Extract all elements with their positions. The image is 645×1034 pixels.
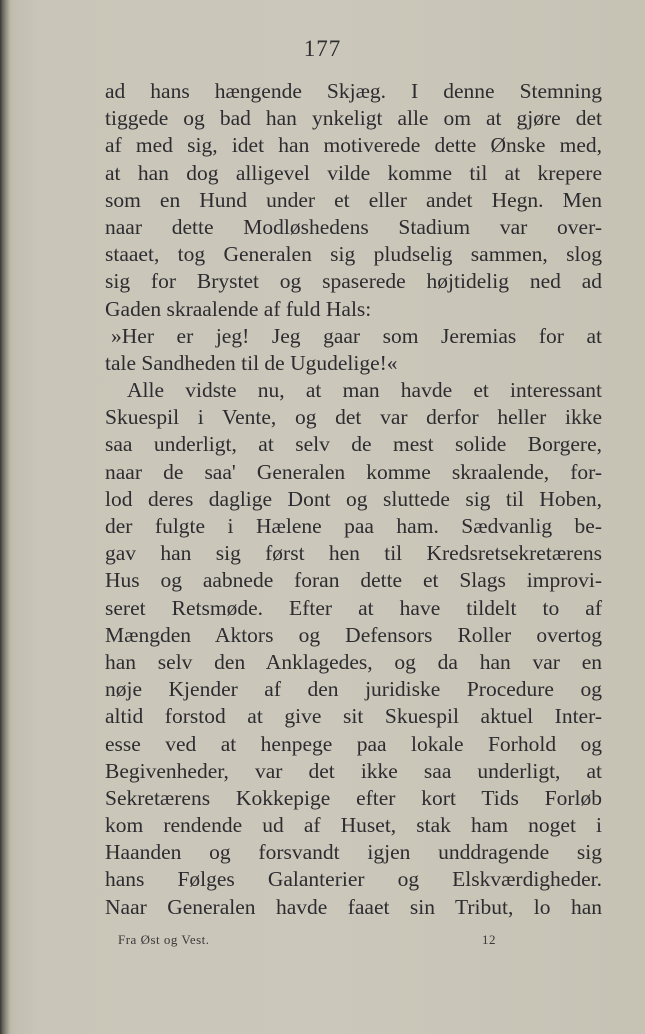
text-line: Naar Generalen havde faaet sin Tribut, lo han: [105, 894, 602, 919]
body-text: [105, 78, 602, 921]
text-line: sig for Brystet og spaserede højtidelig ned ad: [105, 269, 602, 294]
footer-sheet-number: 12: [482, 932, 496, 947]
text-line: tiggede og bad han ynkeligt alle om at gjøre det: [105, 106, 602, 131]
text-line: han selv den Anklagedes, og da han var en: [105, 649, 602, 674]
binding-edge: [0, 0, 10, 1034]
text-line: staaet, tog Generalen sig pludselig sammen, slog: [105, 242, 602, 267]
text-line: gav han sig først hen til Kredsretsekretærens: [105, 541, 602, 566]
text-line: lod deres daglige Dont og sluttede sig til Hoben,: [105, 486, 602, 511]
footer-signature: Fra Øst og Vest.: [118, 932, 210, 947]
text-line: Skuespil i Vente, og det var derfor heller ikke: [105, 405, 602, 430]
text-line: altid forstod at give sit Skuespil aktuel Inter-: [105, 704, 602, 729]
page-footer: [118, 932, 518, 952]
text-line: naar de saa' Generalen komme skraalende, for-: [105, 459, 602, 484]
text-line: tale Sandheden til de Ugudelige!«: [105, 350, 398, 375]
text-line: Hus og aabnede foran dette et Slags improvi-: [105, 568, 602, 593]
text-line: seret Retsmøde. Efter at have tildelt to af: [105, 595, 602, 620]
text-line: kom rendende ud af Huset, stak ham noget i: [105, 813, 602, 838]
text-line: »Her er jeg! Jeg gaar som Jeremias for at: [111, 323, 602, 348]
text-line: ad hans hængende Skjæg. I denne Stemning: [105, 79, 602, 103]
text-line: nøje Kjender af den juridiske Procedure og: [105, 677, 602, 702]
text-line: Mængden Aktors og Defensors Roller overtog: [105, 622, 602, 647]
text-line: at han dog alligevel vilde komme til at krepere: [105, 160, 602, 185]
text-line: af med sig, idet han motiverede dette Ønske med,: [105, 133, 602, 158]
page-number: 177: [303, 36, 342, 61]
text-line: Haanden og forsvandt igjen unddragende sig: [105, 840, 602, 865]
text-line: Sekretærens Kokkepige efter kort Tids Forløb: [105, 785, 602, 810]
text-line: Gaden skraalende af fuld Hals:: [105, 296, 372, 321]
text-line: naar dette Modløshedens Stadium var over-: [105, 214, 602, 239]
text-line: Alle vidste nu, at man havde et interessant: [127, 378, 602, 403]
text-line: som en Hund under et eller andet Hegn. Men: [105, 187, 602, 212]
text-line: saa underligt, at selv de mest solide Borgere,: [105, 432, 602, 457]
text-line: Begivenheder, var det ikke saa underligt, at: [105, 758, 602, 783]
text-line: hans Følges Galanterier og Elskværdigheder.: [105, 867, 602, 892]
text-line: der fulgte i Hælene paa ham. Sædvanlig be-: [105, 514, 602, 538]
text-line: esse ved at henpege paa lokale Forhold og: [105, 731, 602, 756]
